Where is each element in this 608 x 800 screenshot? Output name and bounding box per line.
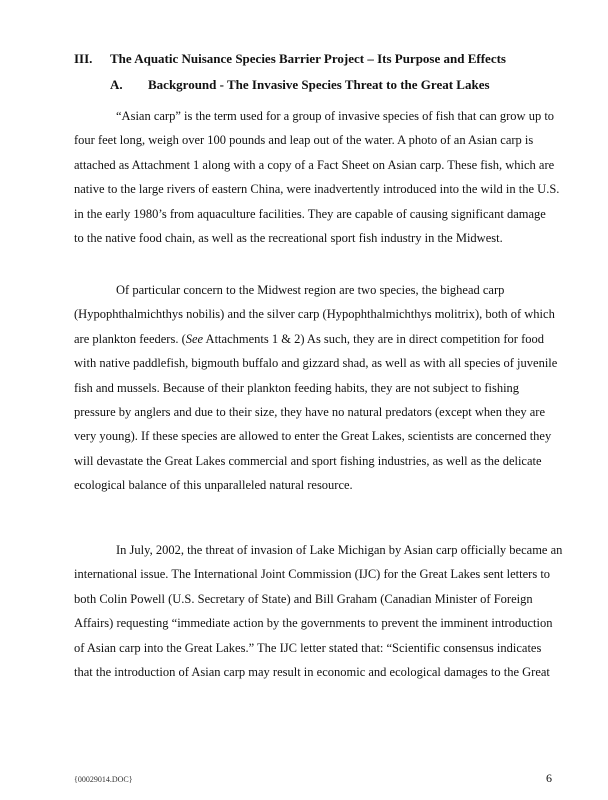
text-line: “Asian carp” is the term used for a group of invasive species of fish that can grow up to xyxy=(116,109,555,123)
text-line: native to the large rivers of eastern China, were inadvertently introduced into the wild in the U.S. xyxy=(74,182,560,197)
text-line: Of particular concern to the Midwest region are two species, the bighead carp xyxy=(116,283,505,297)
footer-doc-id: {00029014.DOC} xyxy=(74,775,133,784)
text-line: with native paddlefish, bigmouth buffalo and gizzard shad, as well as with all species of juvenile xyxy=(74,356,558,371)
text-line: to the native food chain, as well as the recreational sport fish industry in the Midwest. xyxy=(74,231,503,246)
section-title: The Aquatic Nuisance Species Barrier Project – Its Purpose and Effects xyxy=(110,51,506,66)
text-line: will devastate the Great Lakes commercial and sport fishing industries, as well as the delicate xyxy=(74,453,542,468)
text-line: four feet long, weigh over 100 pounds and leap out of the water. A photo of an Asian carp is xyxy=(74,133,534,148)
paragraph-ijc-letter xyxy=(74,538,563,684)
text-line: (Hypophthalmichthys nobilis) and the silver carp (Hypophthalmichthys molitrix), both of which xyxy=(74,307,555,322)
text-line: ecological balance of this unparalleled natural resource. xyxy=(74,478,353,493)
text-line: that the introduction of Asian carp may result in economic and ecological damages to the Great xyxy=(74,665,550,680)
text-line: In July, 2002, the threat of invasion of Lake Michigan by Asian carp officially became an xyxy=(116,543,563,557)
text-run-italic: See xyxy=(185,331,204,346)
section-number: III. xyxy=(74,51,93,66)
text-line: in the early 1980’s from aquaculture facilities. They are capable of causing significant damage xyxy=(74,206,546,221)
subsection-letter: A. xyxy=(110,77,123,92)
text-line xyxy=(74,327,550,351)
paragraph-asian-carp-intro xyxy=(74,104,560,250)
text-line: fish and mussels. Because of their plankton feeding habits, they are not subject to fishing xyxy=(74,380,520,395)
text-line: attached as Attachment 1 along with a copy of a Fact Sheet on Asian carp. These fish, which are xyxy=(74,157,555,172)
text-line: very young). If these species are allowed to enter the Great Lakes, scientists are concerned they xyxy=(74,429,552,444)
text-line: Affairs) requesting “immediate action by the governments to prevent the imminent introduction xyxy=(74,616,553,631)
text-line: international issue. The International Joint Commission (IJC) for the Great Lakes sent letters to xyxy=(74,567,551,582)
paragraph-species-concern xyxy=(74,278,558,498)
page-number: 6 xyxy=(546,771,552,785)
text-run: Attachments 1 & 2) As such, they are in direct competition for food xyxy=(203,331,545,346)
text-line: both Colin Powell (U.S. Secretary of State) and Bill Graham (Canadian Minister of Foreign xyxy=(74,591,533,606)
text-run: are plankton feeders. ( xyxy=(74,331,186,346)
subsection-title: Background - The Invasive Species Threat to the Great Lakes xyxy=(148,77,490,92)
text-line: of Asian carp into the Great Lakes.” The IJC letter stated that: “Scientific consensus indicates xyxy=(74,640,542,655)
text-line: pressure by anglers and due to their size, they have no natural predators (except when they are xyxy=(74,405,545,420)
